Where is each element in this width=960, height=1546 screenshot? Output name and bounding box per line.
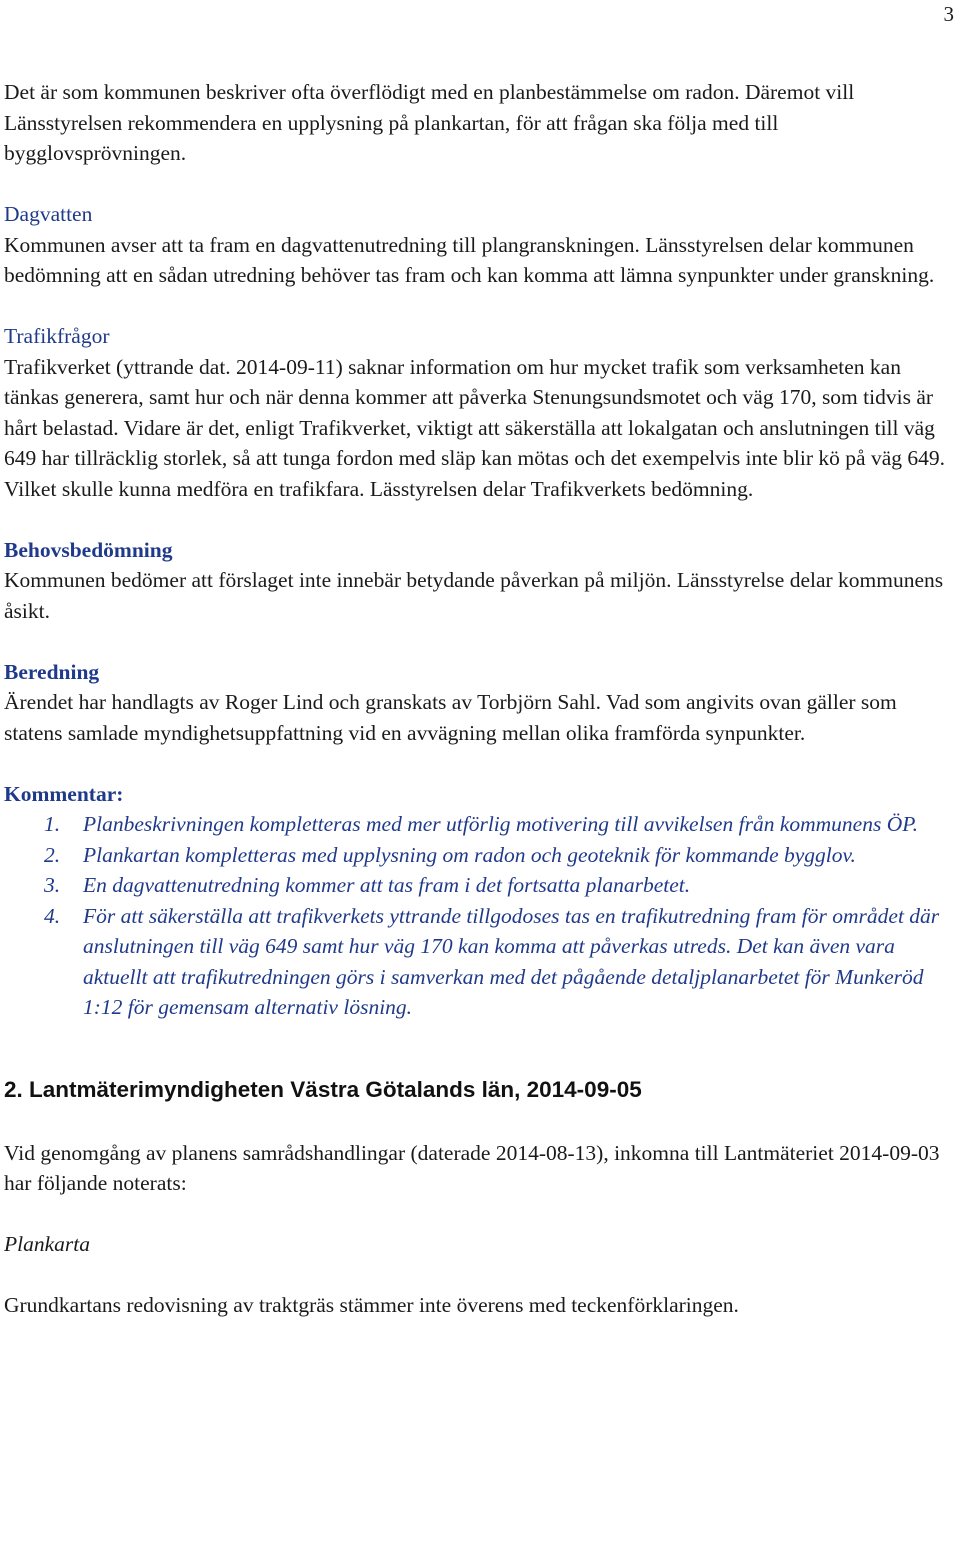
section-behovsbedomning	[4, 535, 954, 627]
list-item-text: För att säkerställa att trafikverkets yttrande tillgodoses tas en trafikutredning fram för området där anslutningen till väg 649 samt hur väg 170 kan komma att påverkas utreds. Det kan även vara aktuellt att trafikutredningen görs i samverkan med det pågående detaljplanarbetet för Munkeröd 1:12 för gemensam alternativ lösning.	[83, 903, 940, 1019]
plankarta-body: Grundkartans redovisning av traktgräs stämmer inte överens med teckenförklaringen.	[4, 1293, 739, 1317]
list-item-text: En dagvattenutredning kommer att tas fram i det fortsatta planarbetet.	[83, 873, 691, 897]
list-item-number: 1.	[44, 812, 61, 836]
dagvatten-body: Kommunen avser att ta fram en dagvattenutredning till plangranskningen. Länsstyrelsen delar kommunen bedömning att en sådan utredning behöver tas fram och kan komma att lämna synpunkter under granskning.	[4, 232, 935, 287]
list-item	[4, 870, 954, 901]
trafikfragor-body: Trafikverket (yttrande dat. 2014-09-11) saknar information om hur mycket trafik som verksamheten kan tänkas generera, samt hur och när denna kommer att påverka Stenungsundsmotet och väg 170, som tidvis är hårt belastad. Vidare är det, enligt Trafikverket, viktigt att säkerställa att lokalgatan och anslutningen till väg 649 har tillräcklig storlek, så att tunga fordon med släp kan mötas och det exempelvis inte blir kö på väg 649. Vilket skulle kunna medföra en trafikfara. Lässtyrelsen delar Trafikverkets bedömning.	[4, 354, 945, 501]
plankarta-heading: Plankarta	[4, 1232, 90, 1256]
section-2-title: 2. Lantmäterimyndigheten Västra Götalands län, 2014-09-05	[4, 1076, 642, 1102]
section-kommentar	[4, 779, 954, 1023]
list-item-text: Plankartan kompletteras med upplysning om radon och geoteknik för kommande bygglov.	[83, 842, 856, 867]
section-trafikfragor	[4, 321, 954, 504]
list-item-number: 4.	[44, 903, 61, 928]
beredning-body: Ärendet har handlagts av Roger Lind och granskats av Torbjörn Sahl. Vad som angivits ovan gäller som statens samlade myndighetsuppfattning vid en avvägning mellan olika framförda synpunkter.	[4, 690, 897, 745]
list-item-number: 2.	[44, 842, 61, 867]
beredning-heading: Beredning	[4, 659, 100, 684]
section-beredning	[4, 657, 954, 749]
dagvatten-heading: Dagvatten	[4, 202, 93, 226]
trafikfragor-heading: Trafikfrågor	[4, 324, 110, 348]
page-number: 3	[943, 2, 954, 26]
kommentar-list	[4, 809, 954, 1023]
intro-paragraph: Det är som kommunen beskriver ofta överflödigt med en planbestämmelse om radon. Däremot vill Länsstyrelsen rekommendera en upplysning på plankartan, för att frågan ska följa med till bygglovsprövningen.	[4, 80, 855, 165]
list-item	[4, 809, 954, 840]
list-item	[4, 901, 954, 1023]
section-2-intro: Vid genomgång av planens samrådshandlingar (daterade 2014-08-13), inkomna till Lantmäteriet 2014-09-03 har följande noterats:	[4, 1140, 940, 1195]
list-item	[4, 840, 954, 871]
behovsbedomning-heading: Behovsbedömning	[4, 537, 173, 562]
section-dagvatten	[4, 199, 954, 291]
document-body	[4, 77, 954, 1321]
list-item-text: Planbeskrivningen kompletteras med mer utförlig motivering till avvikelsen från kommunens ÖP.	[83, 812, 918, 836]
list-item-number: 3.	[44, 873, 61, 897]
behovsbedomning-body: Kommunen bedömer att förslaget inte innebär betydande påverkan på miljön. Länsstyrelse delar kommunens åsikt.	[4, 568, 944, 623]
kommentar-label: Kommentar:	[4, 781, 124, 806]
